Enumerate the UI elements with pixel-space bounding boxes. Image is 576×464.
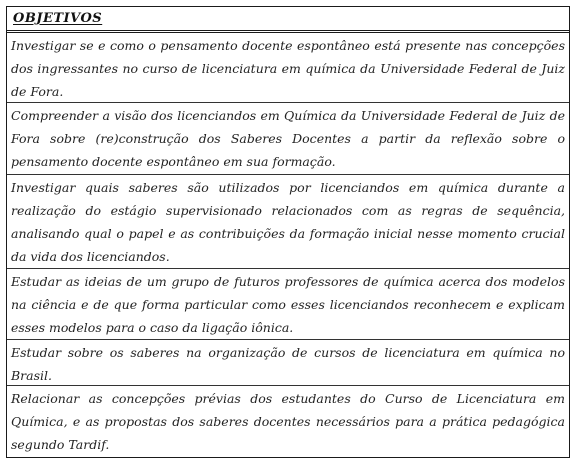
objective-row-5: Estudar sobre os saberes na organização de cursos de licenciatura em química no Brasil. [7,340,569,386]
objective-row-1: Investigar se e como o pensamento docente espontâneo está presente nas concepções dos ingressantes no curso de licenciatura em química da Universidade Federal de Juiz de Fora. [7,33,569,103]
objective-row-3: Investigar quais saberes são utilizados por licenciandos em química durante a realização do estágio supervisionado relacionados com as regras de sequência, analisando qual o papel e as contribuições da formação inicial nesse momento crucial da vida dos licenciandos. [7,175,569,269]
objective-row-6: Relacionar as concepções prévias dos estudantes do Curso de Licenciatura em Química, e as propostas dos saberes docentes necessários para a prática pedagógica segundo Tardif. [11,391,565,452]
objectives-table [6,6,570,458]
objective-row-2: Compreender a visão dos licenciandos em Química da Universidade Federal de Juiz de Fora sobre (re)construção dos Saberes Docentes a partir da reflexão sobre o pensamento docente espontâneo em sua formação. [7,103,569,175]
objective-row-4: Estudar as ideias de um grupo de futuros professores de química acerca dos modelos na ciência e de que forma particular como esses licenciandos reconhecem e explicam esses modelos para o caso da ligação iônica. [7,269,569,340]
table-header: OBJETIVOS [7,7,569,33]
